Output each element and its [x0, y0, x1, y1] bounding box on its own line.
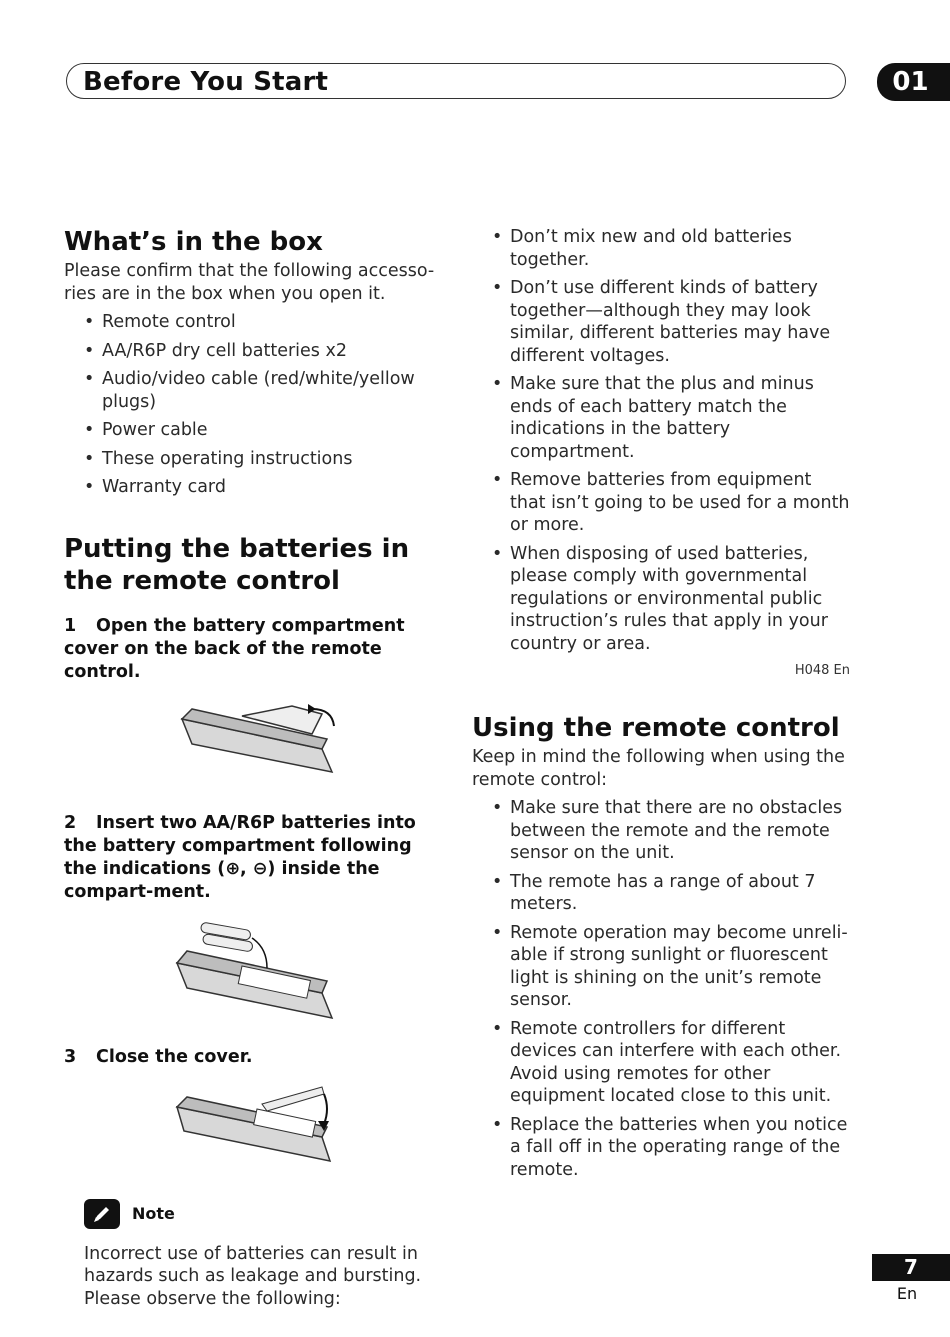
list-item: • Power cable	[84, 420, 208, 440]
box-intro: Please confirm that the following accesso-ries are in the box when you open it.	[64, 261, 435, 304]
box-heading: What’s in the box	[64, 227, 323, 257]
step-1: 1 Open the battery compartment cover on the back of the remote control.	[64, 615, 405, 682]
battery-warnings-list	[472, 226, 850, 655]
page-language: En	[896, 1284, 918, 1303]
right-column	[472, 226, 850, 1187]
list-item: • Remote operation may become unreli-able if strong sunlight or fluorescent light is shining on the unit’s remote sensor.	[492, 922, 848, 1010]
remote-intro: Keep in mind the following when using the remote control:	[472, 747, 845, 790]
header-bar	[66, 63, 846, 99]
list-item: • Audio/video cable (red/white/yellow plugs)	[84, 369, 415, 412]
page-title: Before You Start	[83, 67, 329, 97]
list-item: • Make sure that the plus and minus ends of each battery match the indications in the battery compartment.	[492, 374, 814, 462]
left-column	[64, 226, 444, 1310]
remote-open-cover-illustration	[172, 694, 342, 784]
list-item: • The remote has a range of about 7 meters.	[492, 871, 816, 914]
reference-code: H048 En	[794, 663, 850, 678]
note-label: Note	[132, 1204, 175, 1223]
step-3: 3 Close the cover.	[64, 1046, 253, 1067]
remote-tips-list	[472, 797, 850, 1181]
list-item: • Make sure that there are no obstacles between the remote and the remote sensor on the unit.	[492, 798, 843, 863]
note-header	[84, 1199, 444, 1229]
list-item: • Don’t mix new and old batteries together.	[492, 227, 792, 270]
minus-symbol-icon: ⊖	[252, 858, 268, 879]
remote-insert-batteries-illustration	[172, 918, 342, 1028]
note-text: Incorrect use of batteries can result in hazards such as leakage and bursting. Please observe the following:	[84, 1243, 422, 1309]
remote-close-cover-illustration	[172, 1079, 342, 1169]
list-item: • Warranty card	[84, 477, 226, 497]
list-item: • Don’t use different kinds of battery together—although they may look similar, different batteries may have different voltages.	[492, 278, 831, 366]
remote-heading: Using the remote control	[472, 713, 840, 743]
battery-heading: Putting the batteries in the remote control	[64, 533, 410, 596]
list-item: • Remove batteries from equipment that isn’t going to be used for a month or more.	[492, 470, 850, 535]
list-item: • Remote control	[84, 312, 236, 332]
list-item: • These operating instructions	[84, 448, 353, 469]
list-item: • When disposing of used batteries, please comply with governmental regulations or environmental public instruction’s rules that apply in your country or area.	[492, 543, 828, 654]
list-item: • Replace the batteries when you notice a fall off in the operating range of the remote.	[492, 1114, 848, 1180]
list-item: • Remote controllers for different devices can interfere with each other. Avoid using remotes for other equipment located close to this unit.	[492, 1018, 842, 1106]
box-items-list	[64, 311, 444, 499]
plus-symbol-icon: ⊕	[225, 858, 240, 879]
chapter-number: 01	[877, 63, 950, 101]
step-2: 2 Insert two AA/R6P batteries into the battery compartment following the indications (⊕, ⊖) inside the compart-ment.	[64, 812, 416, 902]
page-number: 7	[872, 1254, 950, 1281]
list-item: • AA/R6P dry cell batteries x2	[84, 340, 347, 361]
pencil-note-icon	[84, 1199, 120, 1229]
